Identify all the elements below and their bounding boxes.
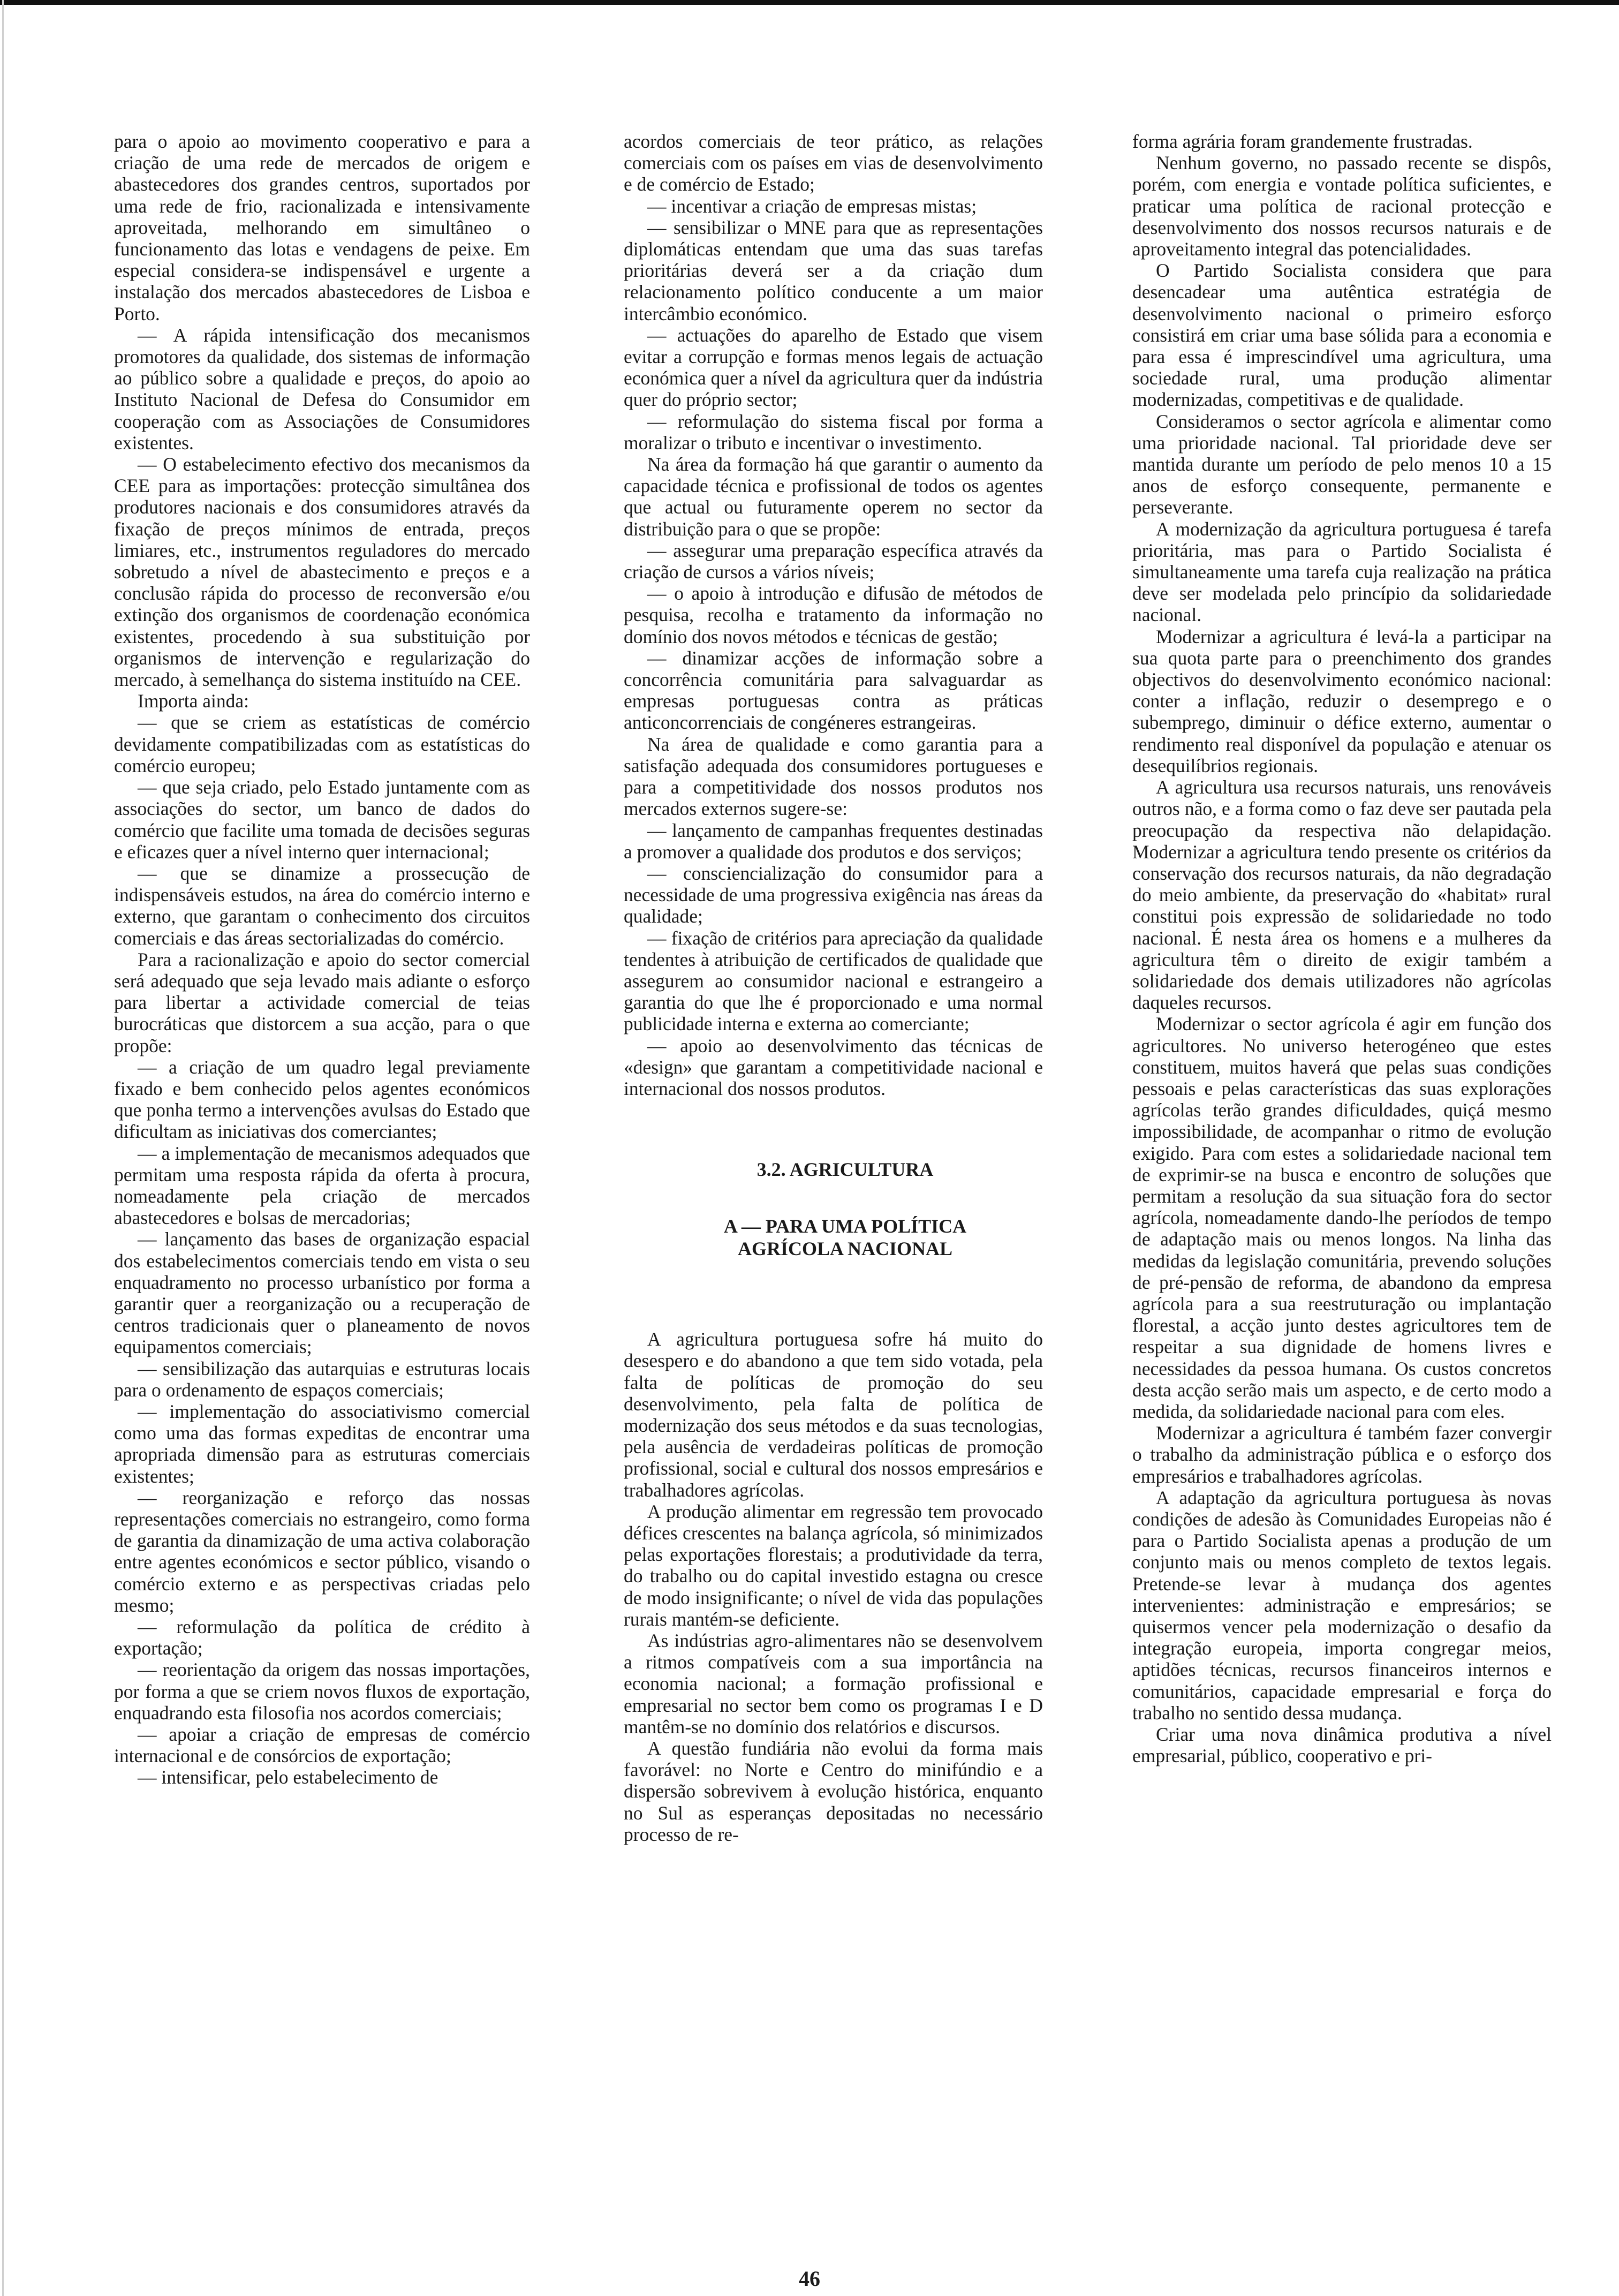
paragraph: Na área de qualidade e como garantia para a satisfação adequada dos consumidores portugueses e para a competitividade dos nossos produtos nos mercados externos sugere-se:: [624, 733, 1043, 820]
paragraph: — O estabelecimento efectivo dos mecanismos da CEE para as importações: protecção simultânea dos produtores nacionais e dos consumidores através da fixação de preços mínimos de entrada, preços limiares, etc., instrumentos reguladores do mercado sobretudo a nível de abastecimento e preços e a conclusão rápida do processo de reconversão e/ou extinção dos organismos de coordenação económica existentes, procedendo à sua substituição por organismos de intervenção e regularização do mercado, à semelhança do sistema instituído na CEE.: [114, 454, 530, 691]
paragraph: A modernização da agricultura portuguesa é tarefa prioritária, mas para o Partido Socialista é simultaneamente uma tarefa cuja realização na prática deve ser modelada pelo princípio da solidariedade nacional.: [1132, 518, 1552, 626]
spacer: [624, 1099, 1043, 1158]
paragraph: Modernizar a agricultura é levá-la a participar na sua quota parte para o preenchimento dos grandes objectivos do desenvolvimento económico nacional: conter a inflação, reduzir o desemprego e o subemprego, diminuir o défice externo, aumentar o rendimento real disponível da população e atenuar os desequilíbrios regionais.: [1132, 625, 1552, 776]
paragraph: — a criação de um quadro legal previamente fixado e bem conhecido pelos agentes económicos que ponha termo a intervenções avulsas do Estado que dificultam as iniciativas dos comerciantes;: [114, 1056, 530, 1143]
page-edge-shadow: [2, 0, 4, 2296]
paragraph: — sensibilizar o MNE para que as representações diplomáticas entendam que uma das suas tarefas prioritárias deverá ser a da criação dum relacionamento político conducente a um maior intercâmbio económico.: [624, 216, 1043, 324]
paragraph: — o apoio à introdução e difusão de métodos de pesquisa, recolha e tratamento da informação no domínio dos novos métodos e técnicas de gestão;: [624, 583, 1043, 647]
paragraph: — dinamizar acções de informação sobre a concorrência comunitária para salvaguardar as empresas portuguesas contra as práticas anticoncorrenciais de congéneres estrangeiras.: [624, 647, 1043, 734]
paragraph: — reformulação da política de crédito à exportação;: [114, 1616, 530, 1659]
text-column-1: [114, 131, 530, 1788]
paragraph: — apoio ao desenvolvimento das técnicas de «design» que garantam a competitividade nacional e internacional dos nossos produtos.: [624, 1034, 1043, 1099]
paragraph: — implementação do associativismo comercial como uma das formas expeditas de encontrar uma apropriada dimensão para as estruturas comerciais existentes;: [114, 1400, 530, 1487]
top-border-rule: [0, 0, 1619, 5]
spacer: [624, 1260, 1043, 1328]
page-number: 46: [799, 2267, 820, 2291]
paragraph: A produção alimentar em regressão tem provocado défices crescentes na balança agrícola, só minimizados pelas exportações florestais; a produtividade da terra, do trabalho ou do capital investido estagna ou cresce de modo insignificante; o nível de vida das populações rurais mantém-se deficiente.: [624, 1500, 1043, 1630]
paragraph: — intensificar, pelo estabelecimento de: [138, 1766, 438, 1788]
paragraph: — A rápida intensificação dos mecanismos promotores da qualidade, dos sistemas de informação ao público sobre a qualidade e preços, do apoio ao Instituto Nacional de Defesa do Consumidor em cooperação com as Associações de Consumidores existentes.: [114, 324, 530, 454]
paragraph: — que seja criado, pelo Estado juntamente com as associações do sector, um banco de dados do comércio que facilite uma tomada de decisões seguras e eficazes quer a nível interno quer internacional;: [114, 776, 530, 863]
paragraph: — que se criem as estatísticas de comércio devidamente compatibilizadas com as estatísticas do comércio europeu;: [114, 712, 530, 776]
paragraph: acordos comerciais de teor prático, as relações comerciais com os países em vias de desenvolvimento e de comércio de Estado;: [624, 131, 1043, 195]
subsection-heading-line-1: A — PARA UMA POLÍTICA: [723, 1215, 967, 1237]
paragraph: — fixação de critérios para apreciação da qualidade tendentes à atribuição de certificados de qualidade que assegurem ao consumidor nacional e estrangeiro a garantia do que lhe é proporcionado e uma normal publicidade interna e externa ao comerciante;: [624, 927, 1043, 1035]
column-2-upper-text: [624, 131, 1043, 1099]
paragraph: — lançamento de campanhas frequentes destinadas a promover a qualidade dos produtos e dos serviços;: [624, 819, 1043, 863]
paragraph: Modernizar o sector agrícola é agir em função dos agricultores. No universo heterogéneo que estes constituem, muitos haverá que pelas suas condições pessoais e pelas características das suas explorações agrícolas terão grandes dificuldades, quiçá mesmo impossibilidade, de acompanhar o ritmo de evolução exigido. Para com estes a solidariedade nacional tem de exprimir-se na busca e encontro de soluções que permitam a resolução da sua situação fora do sector agrícola, nomeadamente dando-lhe períodos de tempo de adaptação mais ou menos longos. Na linha das medidas da legislação comunitária, prevendo soluções de pré-pensão de reforma, de abandono da empresa agrícola para a sua reestruturação ou implantação florestal, a acção junto destes agricultores tem de respeitar a sua dignidade de homens livres e necessidades da pessoa humana. Os custos concretos desta acção serão mais um aspecto, e de certo modo a medida, da solidariedade nacional para com eles.: [1132, 1013, 1552, 1422]
paragraph: A agricultura usa recursos naturais, uns renováveis outros não, e a forma como o faz deve ser pautada pela preocupação da respectiva não delapidação. Modernizar a agricultura tendo presente os critérios da conservação dos recursos naturais, da não degradação do meio ambiente, da preservação do «habitat» rural constitui pois expressão de solidariedade no todo nacional. É nesta área os homens e a mulheres da agricultura têm o direito de exigir também a solidariedade dos demais utilizadores não agrícolas daqueles recursos.: [1132, 776, 1552, 1014]
paragraph: Consideramos o sector agrícola e alimentar como uma prioridade nacional. Tal prioridade deve ser mantida durante um período de pelo menos 10 a 15 anos de esforço consequente, permanente e perseverante.: [1132, 410, 1552, 518]
section-heading: 3.2. AGRICULTURA: [756, 1159, 934, 1181]
paragraph: — apoiar a criação de empresas de comércio internacional e de consórcios de exportação;: [114, 1724, 530, 1767]
paragraph: — assegurar uma preparação específica através da criação de cursos a vários níveis;: [624, 539, 1043, 583]
text-column-2: [624, 131, 1043, 1845]
paragraph: Modernizar a agricultura é também fazer convergir o trabalho da administração pública e o esforço dos empresários e trabalhadores agrícolas.: [1132, 1422, 1552, 1487]
paragraph: As indústrias agro-alimentares não se desenvolvem a ritmos compatíveis com a sua importância na economia nacional; a formação profissional e empresarial no sector bem como os programas I e D mantêm-se no domínio dos relatórios e discursos.: [624, 1629, 1043, 1738]
paragraph: Importa ainda:: [138, 690, 249, 712]
paragraph: — a implementação de mecanismos adequados que permitam uma resposta rápida da oferta à procura, nomeadamente pela criação de mercados abastecedores e bolsas de mercadorias;: [114, 1142, 530, 1229]
subsection-heading-line-2: AGRÍCOLA NACIONAL: [737, 1238, 953, 1260]
paragraph: A adaptação da agricultura portuguesa às novas condições de adesão às Comunidades Europeias não é para o Partido Socialista apenas a produção de um conjunto mais ou menos completo de textos legais. Pretende-se levar à mudança dos agentes intervenientes: administração e empresários; se quisermos vencer pela modernização o desafio da integração europeia, importa congregar meios, aptidões técnicas, recursos financeiros internos e comunitários, capacidade empresarial e força do trabalho no sentido dessa mudança.: [1132, 1486, 1552, 1724]
paragraph: — consciencialização do consumidor para a necessidade de uma progressiva exigência nas áreas da qualidade;: [624, 862, 1043, 927]
paragraph: — actuações do aparelho de Estado que visem evitar a corrupção e formas menos legais de actuação económica quer a nível da agricultura quer da indústria quer do próprio sector;: [624, 324, 1043, 411]
paragraph: A agricultura portuguesa sofre há muito do desespero e do abandono a que tem sido votada, pela falta de políticas de promoção do seu desenvolvimento, pela falta de política de modernização dos seus métodos e da suas tecnologias, pela ausência de verdadeiras políticas de promoção profissional, social e cultural dos nossos empresários e trabalhadores agrícolas.: [624, 1328, 1043, 1501]
text-column-3: [1132, 131, 1552, 1766]
paragraph: Na área da formação há que garantir o aumento da capacidade técnica e profissional de todos os agentes que actual ou futuramente operem no sector da distribuição para o que se propõe:: [624, 454, 1043, 540]
paragraph: Criar uma nova dinâmica produtiva a nível empresarial, público, cooperativo e pri-: [1132, 1724, 1552, 1767]
paragraph: A questão fundiária não evolui da forma mais favorável: no Norte e Centro do minifúndio e a dispersão sobrevivem à evolução histórica, enquanto no Sul as esperanças depositadas no necessário processo de re-: [624, 1738, 1043, 1845]
paragraph: — lançamento das bases de organização espacial dos estabelecimentos comerciais tendo em vista o seu enquadramento no processo urbanístico por forma a garantir quer a reorganização ou a recuperação de centros tradicionais quer o planeamento de novos equipamentos comerciais;: [114, 1228, 530, 1358]
paragraph: — sensibilização das autarquias e estruturas locais para o ordenamento de espaços comerciais;: [114, 1357, 530, 1401]
paragraph: Nenhum governo, no passado recente se dispôs, porém, com energia e vontade política suficientes, e praticar uma política de racional protecção e desenvolvimento dos nossos recursos naturais e de aproveitamento integral das potencialidades.: [1132, 152, 1552, 260]
column-2-agriculture-text: [624, 1328, 1043, 1845]
paragraph: forma agrária foram grandemente frustradas.: [1132, 131, 1473, 152]
paragraph: — reformulação do sistema fiscal por forma a moralizar o tributo e incentivar o investimento.: [624, 410, 1043, 454]
paragraph: para o apoio ao movimento cooperativo e para a criação de uma rede de mercados de origem e abastecedores dos grandes centros, suportados por uma rede de frio, racionalizada e intensivamente aproveitada, melhorando em simultâneo o funcionamento das lotas e vendagens de peixe. Em especial considera-se indispensável e urgente a instalação dos mercados abastecedores de Lisboa e Porto.: [114, 131, 530, 324]
paragraph: Para a racionalização e apoio do sector comercial será adequado que seja levado mais adiante o esforço para libertar a actividade comercial de teias burocráticas que distorcem a sua acção, para o que propõe:: [114, 948, 530, 1056]
paragraph: — que se dinamize a prossecução de indispensáveis estudos, na área do comércio interno e externo, que garantam o conhecimento dos circuitos comerciais e das áreas sectorializadas do comércio.: [114, 862, 530, 949]
spacer: [624, 1181, 1043, 1215]
paragraph: — reorganização e reforço das nossas representações comerciais no estrangeiro, como forma de garantia da dinamização de uma activa colaboração entre agentes económicos e sector público, visando o comércio externo e as perspectivas criadas pelo mesmo;: [114, 1486, 530, 1616]
paragraph: — reorientação da origem das nossas importações, por forma a que se criem novos fluxos de exportação, enquadrando esta filosofia nos acordos comerciais;: [114, 1659, 530, 1724]
paragraph: O Partido Socialista considera que para desencadear uma autêntica estratégia de desenvolvimento nacional o primeiro esforço consistirá em criar uma base sólida para a economia e para essa é imprescindível uma agricultura, uma sociedade rural, uma produção alimentar modernizadas, competitivas e de qualidade.: [1132, 260, 1552, 411]
paragraph: — incentivar a criação de empresas mistas;: [647, 195, 977, 217]
